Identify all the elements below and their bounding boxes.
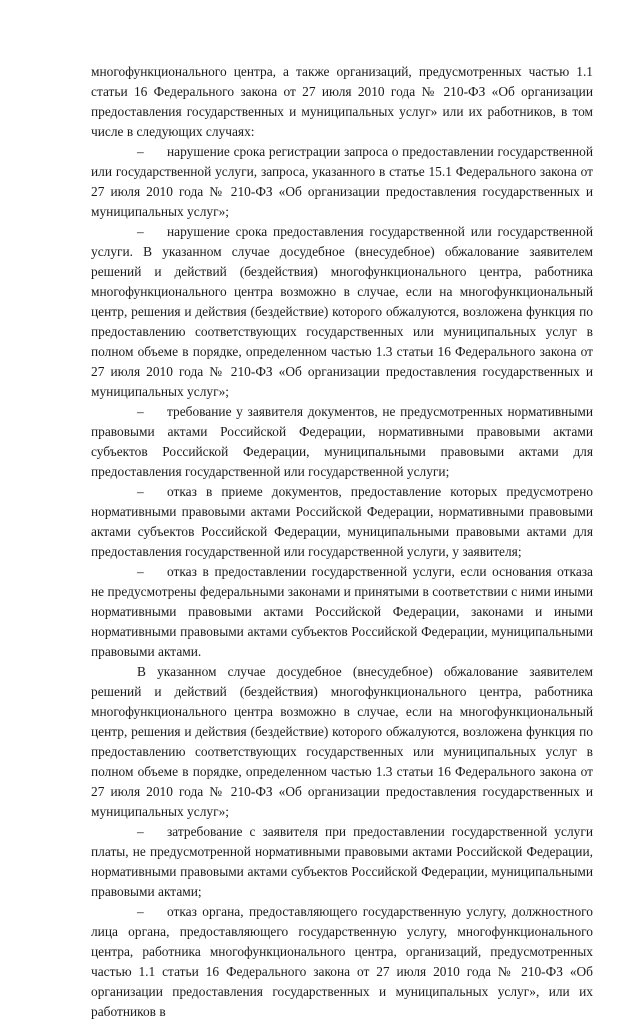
list-item	[91, 222, 593, 402]
paragraph-intro: многофункционального центра, а также организаций, предусмотренных частью 1.1 статьи 16 Федерального закона от 27 июля 2010 года № 210-ФЗ «Об организации предоставления государственных и муниципальных услуг» или их работников, в том числе в следующих случаях:	[91, 64, 593, 139]
list-item	[91, 402, 593, 482]
list-item-text: отказ в предоставлении государственной услуги, если основания отказа не предусмотрены федеральными законами и принятыми в соответствии с ними иными нормативными правовыми актами Российской Федерации, законами и иными нормативными правовыми актами субъектов Российской Федерации, муниципальными правовыми актами.	[91, 564, 593, 659]
paragraph-appeal-note: В указанном случае досудебное (внесудебное) обжалование заявителем решений и действий (бездействия) многофункционального центра, работника многофункционального центра возможно в случае, если на многофункциональный центр, решения и действия (бездействие) которого обжалуются, возложена функция по предоставлению соответствующих государственных или муниципальных услуг в полном объеме в порядке, определенном частью 1.3 статьи 16 Федерального закона от 27 июля 2010 года № 210-ФЗ «Об организации предоставления государственных и муниципальных услуг»;	[91, 664, 593, 819]
dash-marker: –	[137, 144, 144, 159]
list-item	[91, 902, 593, 1022]
dash-marker: –	[137, 224, 144, 239]
list-item	[91, 822, 593, 902]
document-page	[91, 62, 593, 1022]
dash-marker: –	[137, 824, 144, 839]
list-item-text: нарушение срока предоставления государственной или государственной услуги. В указанном случае досудебное (внесудебное) обжалование заявителем решений и действий (бездействия) многофункционального центра, работника многофункционального центра возможно в случае, если на многофункциональный центр, решения и действия (бездействие) которого обжалуются, возложена функция по предоставлению соответствующих государственных или муниципальных услуг в полном объеме в порядке, определенном частью 1.3 статьи 16 Федерального закона от 27 июля 2010 года № 210-ФЗ «Об организации предоставления государственных и муниципальных услуг»;	[91, 224, 593, 399]
dash-marker: –	[137, 564, 144, 579]
list-item-text: отказ в приеме документов, предоставление которых предусмотрено нормативными правовыми актами Российской Федерации, нормативными правовыми актами субъектов Российской Федерации, муниципальными правовыми актами для предоставления государственной или государственной услуги, у заявителя;	[91, 484, 593, 559]
list-item-text: отказ органа, предоставляющего государственную услугу, должностного лица органа, предоставляющего государственную услугу, многофункционального центра, работника многофункционального центра, организаций, предусмотренных частью 1.1 статьи 16 Федерального закона от 27 июля 2010 года № 210-ФЗ «Об организации предоставления государственных и муниципальных услуг», или их работников в	[91, 904, 593, 1019]
list-item	[91, 482, 593, 562]
dash-marker: –	[137, 484, 144, 499]
list-item	[91, 142, 593, 222]
dash-marker: –	[137, 404, 144, 419]
list-item	[91, 562, 593, 662]
dash-marker: –	[137, 904, 144, 919]
list-item-text: нарушение срока регистрации запроса о предоставлении государственной или государственной услуги, запроса, указанного в статье 15.1 Федерального закона от 27 июля 2010 года № 210-ФЗ «Об организации предоставления государственных и муниципальных услуг»;	[91, 144, 593, 219]
list-item-text: требование у заявителя документов, не предусмотренных нормативными правовыми актами Российской Федерации, нормативными правовыми актами субъектов Российской Федерации, муниципальными правовыми актами для предоставления государственной или государственной услуги;	[91, 404, 593, 479]
list-item-text: затребование с заявителя при предоставлении государственной услуги платы, не предусмотренной нормативными правовыми актами Российской Федерации, нормативными правовыми актами субъектов Российской Федерации, муниципальными правовыми актами;	[91, 824, 593, 899]
